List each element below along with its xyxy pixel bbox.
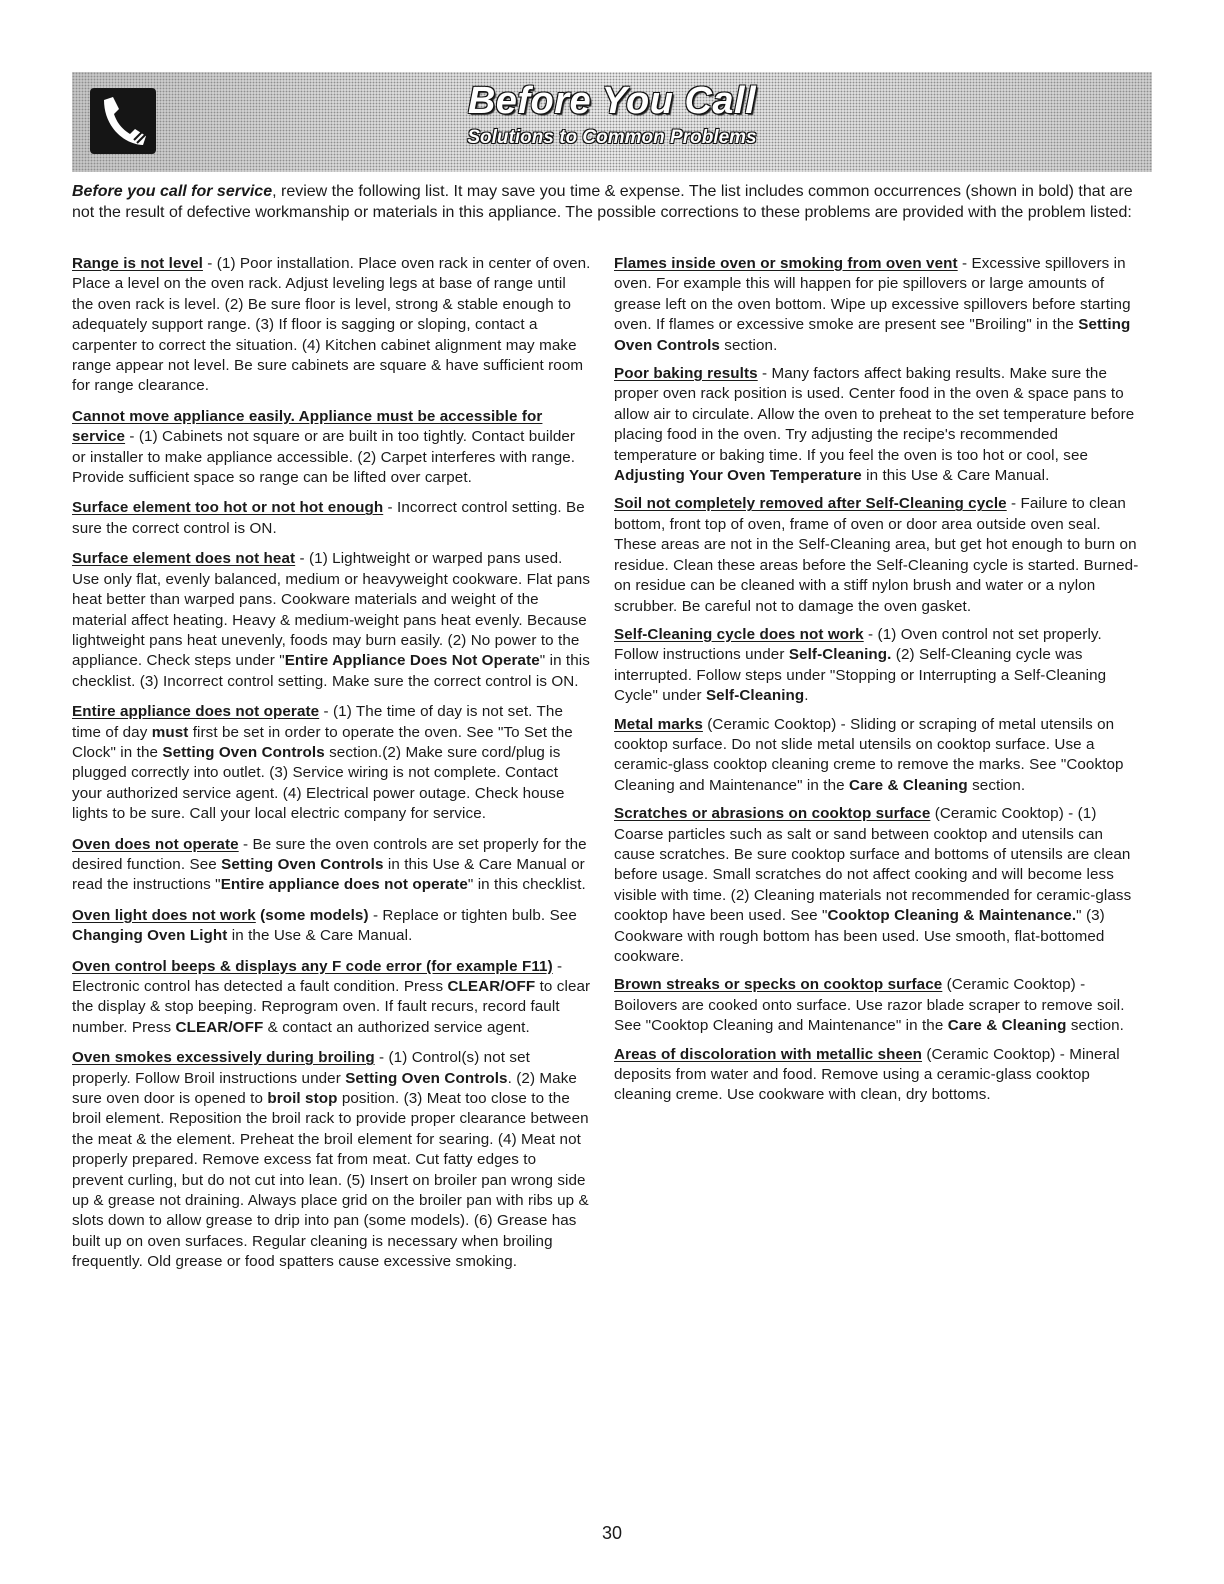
problem-title: Range is not level — [72, 255, 203, 272]
problem-title: Surface element does not heat — [72, 550, 296, 568]
left-column — [72, 254, 591, 1283]
right-column — [614, 254, 1144, 1114]
problem-title: Oven smokes excessively during broiling — [72, 1049, 375, 1067]
problem-surface-element-hot: Surface element too hot or not hot enough - Incorrect control setting. Be sure the correct control is ON. — [72, 499, 585, 537]
problem-oven-not-operate: Oven does not operate - Be sure the oven controls are set properly for the desired function. See Setting Oven Controls in this Use & Care Manual or read the instructions "Entire appliance does not operate" in this checklist. — [72, 835, 587, 894]
problem-title: Surface element too hot or not hot enough — [72, 499, 384, 517]
problem-title: Self-Cleaning cycle does not work — [614, 625, 864, 643]
problem-title: Areas of discoloration with metallic sheen — [614, 1045, 923, 1063]
problem-title: Poor baking results — [614, 365, 758, 383]
problem-title: Oven light does not work — [72, 906, 256, 924]
problem-oven-light: Oven light does not work (some models) - Replace or tighten bulb. See Changing Oven Light in the Use & Care Manual. — [72, 906, 577, 945]
problem-range-not-level: Range is not level - (1) Poor installation. Place oven rack in center of oven. Place a level on the oven rack. Adjust leveling legs at base of range until the oven rack is level. (2) Be sure floor is level, strong & stable enough to adequately support range. (3) If floor is sagging or sloping, contact a carpenter to correct the situation. (4) Kitchen cabinet alignment may make range appear not level. Be sure cabinets are square & have sufficient room for range clearance. — [72, 255, 591, 395]
problem-oven-smokes: Oven smokes excessively during broiling - (1) Control(s) not set properly. Follow Broil instructions under Setting Oven Controls. (2) Make sure oven door is opened to broil stop position. (3) Meat too close to the broil element. Reposition the broil rack to provide proper clearance between the meat & the element. Preheat the broil element for searing. (4) Meat not properly prepared. Remove excess fat from meat. Cut fatty edges to prevent curling, but do not cut into lean. (5) Insert on broiler pan wrong side up & grease not draining. Always place grid on the broiler pan with ribs up & slots down to allow grease to drip into pan (some models). (6) Grease has built up on oven surfaces. Regular cleaning is necessary when broiling frequently. Old grease or food spatters cause excessive smoking. — [72, 1049, 589, 1271]
problem-title: Oven control beeps & displays any F code error (for example F11) — [72, 957, 553, 975]
problem-flames: Flames inside oven or smoking from oven vent - Excessive spillovers in oven. For example this will happen for pie spillovers or large amounts of grease left on the oven bottom. Wipe up excessive spillovers before starting oven. If flames or excessive smoke are present see "Broiling" in the Setting Oven Controls section. — [614, 255, 1131, 354]
problem-title: Metal marks — [614, 715, 703, 733]
problem-poor-baking: Poor baking results - Many factors affect baking results. Make sure the proper oven rack position is used. Center food in the oven & space pans to allow air to circulate. Allow the oven to preheat to the set temperature before placing food in the oven. Try adjusting the recipe's recommended temperature or baking time. If you feel the oven is too hot or cool, see Adjusting Your Oven Temperature in this Use & Care Manual. — [614, 365, 1135, 485]
problem-scratches: Scratches or abrasions on cooktop surface (Ceramic Cooktop) - (1) Coarse particles such as salt or sand between cooktop and utensils can cause scratches. Be sure cooktop surface and bottoms of utensils are clean before usage. Small scratches do not affect cooking and will become less visible with time. (2) Cleaning materials not recommended for ceramic-glass cooktop have been used. See "Cooktop Cleaning & Maintenance." (3) Cookware with rough bottom has been used. Use smooth, flat-bottomed cookware. — [614, 805, 1132, 965]
problem-f-code-error: Oven control beeps & displays any F code error (for example F11) - Electronic control has detected a fault condition. Press CLEAR/OFF to clear the display & stop beeping. Reprogram oven. If fault recurs, record fault number. Press CLEAR/OFF & contact an authorized service agent. — [72, 957, 591, 1036]
page-subtitle: Solutions to Common Problems — [467, 127, 757, 148]
intro-lead: Before you call for service — [72, 183, 273, 200]
problem-title: Oven does not operate — [72, 835, 239, 853]
problem-entire-appliance: Entire appliance does not operate - (1) The time of day is not set. The time of day must first be set in order to operate the oven. See "To Set the Clock" in the Setting Oven Controls section.(2) Make sure cord/plug is plugged correctly into outlet. (3) Service wiring is not complete. Contact your authorized service agent. (4) Electrical power outage. Check house lights to be sure. Call your local electric company for service. — [72, 703, 573, 823]
problem-title: Brown streaks or specks on cooktop surface — [614, 976, 943, 994]
problem-cannot-move: Cannot move appliance easily. Appliance must be accessible for service - (1) Cabinets not square or are built in too tightly. Contact builder or installer to make appliance accessible. (2) Carpet interferes with range. Provide sufficient space so range can be lifted over carpet. — [72, 407, 576, 487]
problem-surface-element-not-heat: Surface element does not heat - (1) Lightweight or warped pans used. Use only flat, evenly balanced, medium or heavyweight cookware. Flat pans heat better than warped pans. Cookware materials and weight of the material affect heating. Heavy & medium-weight pans heat evenly. Because lightweight pans heat unevenly, foods may burn easily. (2) No power to the appliance. Check steps under "Entire Appliance Does Not Operate" in this checklist. (3) Incorrect control setting. Make sure the correct control is ON. — [72, 550, 591, 690]
problem-metal-marks: Metal marks (Ceramic Cooktop) - Sliding or scraping of metal utensils on cooktop surface. Do not slide metal utensils on cooktop surface. Use a ceramic-glass cooktop cleaning creme to remove the marks. See "Cooktop Cleaning and Maintenance" in the Care & Cleaning section. — [614, 715, 1124, 794]
problem-title: Soil not completely removed after Self-Cleaning cycle — [614, 495, 1007, 513]
intro-text: , review the following list. It may save you time & expense. The list includes common occurrences (shown in bold) that are not the result of defective workmanship or materials in this appliance. The possible corrections to these problems are provided with the problem listed: — [72, 183, 1133, 221]
page-number: 30 — [601, 1523, 623, 1543]
intro-paragraph — [72, 181, 1140, 223]
problem-discoloration: Areas of discoloration with metallic sheen (Ceramic Cooktop) - Mineral deposits from water and food. Remove using a ceramic-glass cooktop cleaning creme. Use cookware with clean, dry bottoms. — [614, 1045, 1120, 1104]
page-title: Before You Call — [467, 80, 757, 122]
problem-soil-not-removed: Soil not completely removed after Self-Cleaning cycle - Failure to clean bottom, front top of oven, frame of oven or door area outside oven seal. These areas are not in the Self-Cleaning area, but get hot enough to burn on residue. Clean these areas before the Self-Cleaning cycle is started. Burned-on residue can be cleaned with a stiff nylon brush and water or a nylon scrubber. Be careful not to damage the oven gasket. — [614, 495, 1139, 615]
header-banner — [72, 72, 1152, 172]
problem-self-cleaning: Self-Cleaning cycle does not work - (1) Oven control not set properly. Follow instructions under Self-Cleaning. (2) Self-Cleaning cycle was interrupted. Follow steps under "Stopping or Interrupting a Self-Cleaning Cycle" under Self-Cleaning. — [614, 625, 1107, 705]
problem-title: Scratches or abrasions on cooktop surface — [614, 805, 931, 823]
problem-brown-streaks: Brown streaks or specks on cooktop surface (Ceramic Cooktop) - Boilovers are cooked onto surface. Use razor blade scraper to remove soil. See "Cooktop Cleaning and Maintenance" in the Care & Cleaning section. — [614, 976, 1125, 1035]
problem-title: Flames inside oven or smoking from oven vent — [614, 255, 958, 272]
problem-title: Cannot move appliance easily. Appliance must be accessible for service — [72, 407, 543, 446]
problem-title: Entire appliance does not operate — [72, 703, 320, 721]
